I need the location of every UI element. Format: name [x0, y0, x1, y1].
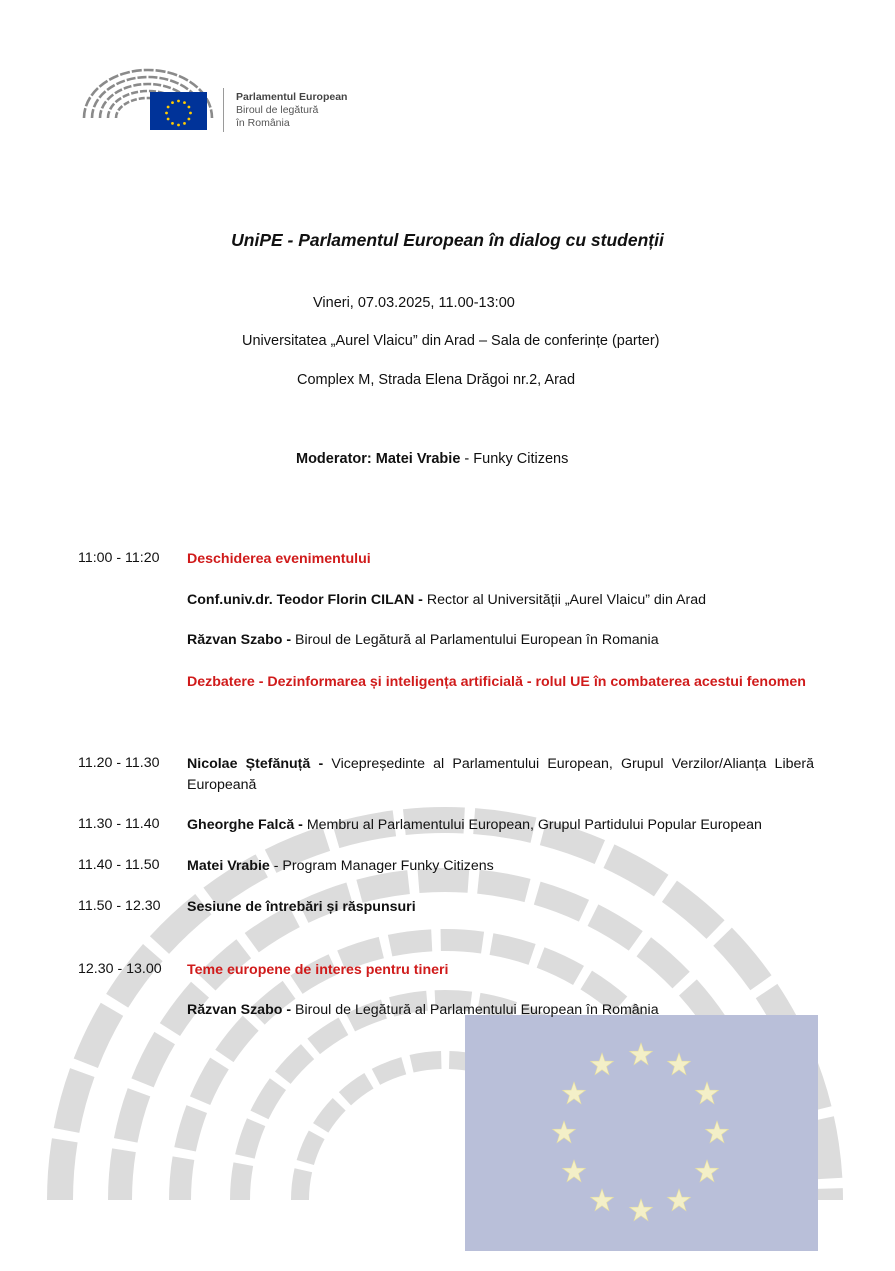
- agenda-speaker: [187, 856, 494, 877]
- event-venue: Universitatea „Aurel Vlaicu” din Arad – Sala de conferințe (parter): [242, 333, 660, 349]
- speaker-role: Biroul de Legătură al Parlamentului European în România: [291, 1002, 659, 1018]
- speaker-name: Conf.univ.dr. Teodor Florin CILAN -: [187, 592, 423, 608]
- logo-text: [236, 91, 347, 130]
- speaker-name: Matei Vrabie: [187, 858, 270, 874]
- speaker-name: Răzvan Szabo -: [187, 1002, 292, 1018]
- agenda-time: 12.30 - 13.00: [78, 961, 162, 977]
- agenda-section-title: Teme europene de interes pentru tineri: [187, 962, 449, 978]
- speaker-role: Vicepreședinte al Parlamentului European, Grupul Verzilor/Alianța Liberă Europeană: [187, 756, 814, 793]
- speaker-role: Rector al Universității „Aurel Vlaicu” din Arad: [422, 592, 706, 608]
- moderator-org: - Funky Citizens: [460, 451, 569, 467]
- org-country: în România: [236, 117, 290, 129]
- moderator-line: [296, 451, 568, 467]
- org-name: Parlamentul European: [236, 91, 348, 103]
- agenda-speaker: [187, 815, 762, 836]
- event-title: UniPE - Parlamentul European în dialog cu studenții: [231, 230, 664, 250]
- agenda-speaker: [187, 754, 814, 796]
- logo-divider: [223, 88, 224, 132]
- agenda-time: 11:00 - 11:20: [78, 550, 160, 566]
- agenda-speaker: [187, 1000, 659, 1021]
- event-date-time: Vineri, 07.03.2025, 11.00-13:00: [313, 295, 515, 311]
- agenda-speaker: [187, 630, 659, 651]
- speaker-role: Membru al Parlamentului European, Grupul Partidului Popular European: [302, 817, 762, 833]
- event-address: Complex M, Strada Elena Drăgoi nr.2, Arad: [297, 372, 576, 388]
- speaker-role: Biroul de Legătură al Parlamentului European în Romania: [291, 632, 659, 648]
- agenda-session: [187, 897, 416, 918]
- speaker-name: Nicolae Ștefănuță -: [187, 756, 324, 772]
- agenda-time: 11.20 - 11.30: [78, 755, 160, 771]
- agenda-section-title: Deschiderea evenimentului: [187, 551, 371, 567]
- agenda-debate-title: Dezbatere - Dezinformarea și inteligența artificială - rolul UE în combaterea acestui fenomen: [187, 674, 806, 690]
- agenda-time: 11.50 - 12.30: [78, 898, 161, 914]
- speaker-role: - Program Manager Funky Citizens: [269, 858, 494, 874]
- session-title: Sesiune de întrebări și răspunsuri: [187, 899, 416, 915]
- agenda-speaker: [187, 590, 706, 611]
- moderator-name: Matei Vrabie: [375, 451, 461, 467]
- speaker-name: Răzvan Szabo -: [187, 632, 292, 648]
- moderator-label: Moderator:: [296, 451, 372, 467]
- agenda-time: 11.30 - 11.40: [78, 816, 160, 832]
- agenda-time: 11.40 - 11.50: [78, 857, 160, 873]
- speaker-name: Gheorghe Falcă -: [187, 817, 303, 833]
- org-office: Biroul de legătură: [236, 104, 319, 116]
